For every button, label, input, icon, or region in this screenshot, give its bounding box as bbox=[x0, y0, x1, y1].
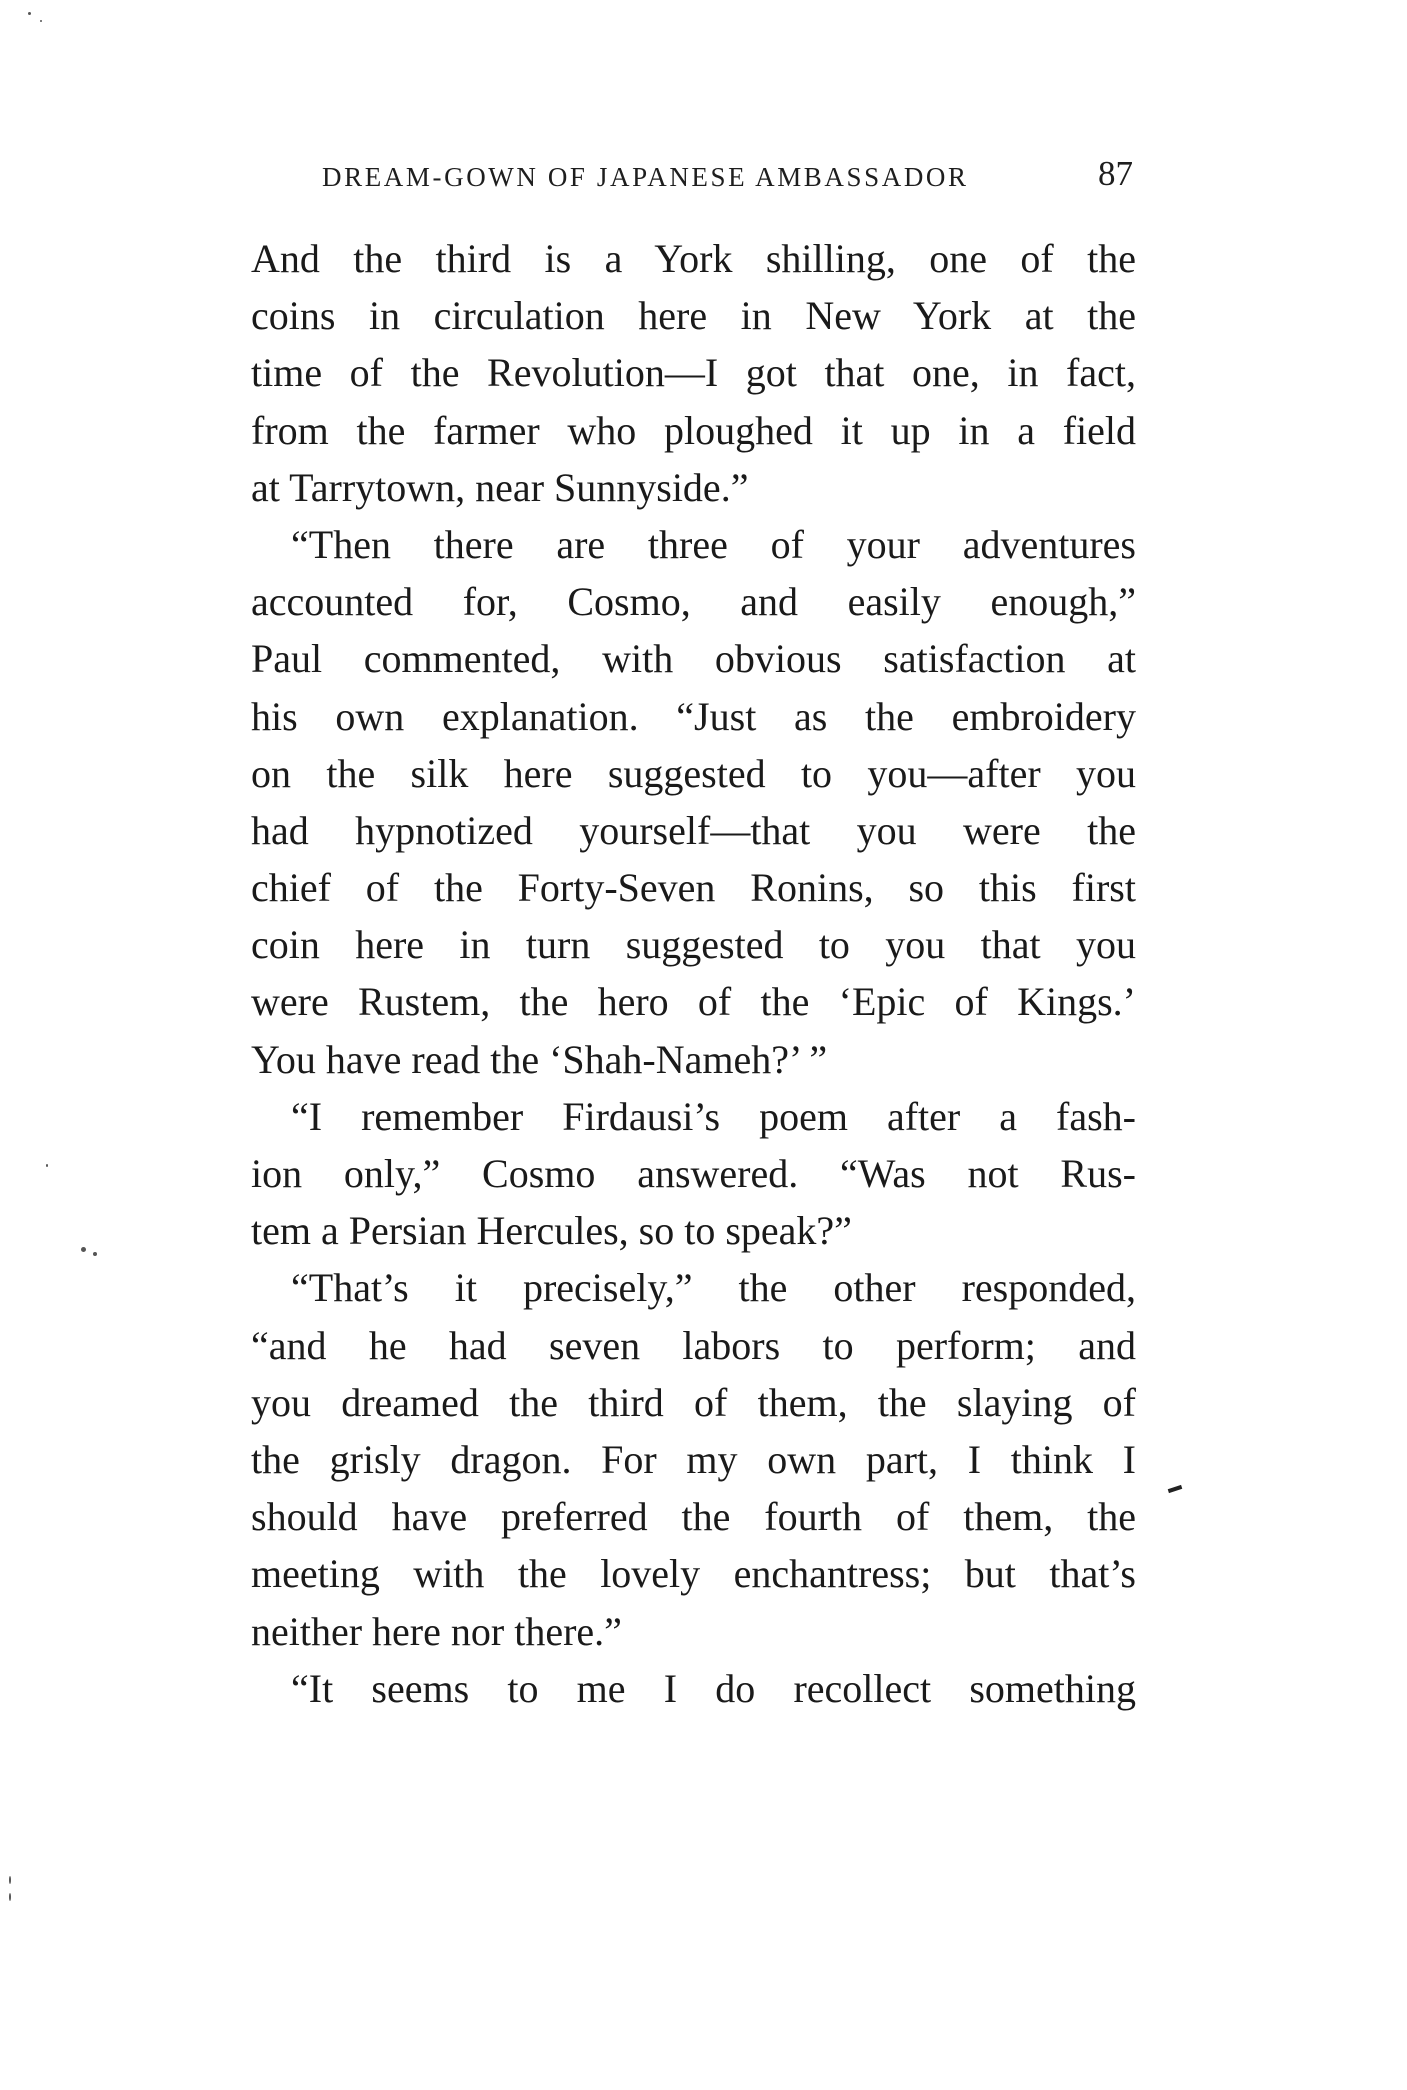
text-line: had hypnotized yourself—that you were the bbox=[251, 807, 1136, 853]
text-line: accounted for, Cosmo, and easily enough,” bbox=[251, 579, 1136, 625]
scan-speck bbox=[93, 1252, 97, 1256]
scan-mark bbox=[1168, 1485, 1183, 1493]
body-text bbox=[251, 230, 1136, 1717]
scan-speck bbox=[9, 1876, 11, 1884]
scan-speck bbox=[28, 12, 31, 15]
paragraph-start-line: “That’s it precisely,” the other responded, bbox=[291, 1265, 1136, 1311]
text-line: coins in circulation here in New York at the bbox=[251, 293, 1136, 339]
text-line: the grisly dragon. For my own part, I think I bbox=[251, 1436, 1136, 1482]
text-line: tem a Persian Hercules, so to speak?” bbox=[251, 1208, 852, 1254]
scan-speck bbox=[9, 1893, 11, 1901]
text-line: his own explanation. “Just as the embroidery bbox=[251, 693, 1136, 739]
text-line: You have read the ‘Shah-Nameh?’ ” bbox=[251, 1036, 828, 1082]
text-line: And the third is a York shilling, one of the bbox=[251, 236, 1136, 281]
text-line: time of the Revolution—I got that one, in fact, bbox=[251, 350, 1136, 396]
text-line: neither here nor there.” bbox=[251, 1608, 622, 1654]
text-line: at Tarrytown, near Sunnyside.” bbox=[251, 464, 749, 510]
text-line: ion only,” Cosmo answered. “Was not Rus- bbox=[251, 1151, 1136, 1196]
scan-speck bbox=[40, 20, 42, 22]
paragraph-start-line: “It seems to me I do recollect something bbox=[291, 1665, 1136, 1711]
text-line: from the farmer who ploughed it up in a field bbox=[251, 407, 1136, 453]
running-title: DREAM-GOWN OF JAPANESE AMBASSADOR bbox=[322, 162, 969, 192]
scan-speck bbox=[46, 1164, 48, 1167]
text-line: were Rustem, the hero of the ‘Epic of Kings.’ bbox=[251, 979, 1136, 1025]
text-line: Paul commented, with obvious satisfaction at bbox=[251, 636, 1136, 682]
text-line: chief of the Forty-Seven Ronins, so this first bbox=[251, 865, 1136, 911]
text-line: meeting with the lovely enchantress; but that’s bbox=[251, 1551, 1136, 1597]
text-line: you dreamed the third of them, the slaying of bbox=[251, 1379, 1136, 1425]
text-line: on the silk here suggested to you—after you bbox=[251, 750, 1136, 796]
paragraph-start-line: “Then there are three of your adventures bbox=[291, 521, 1136, 567]
scan-speck bbox=[81, 1247, 86, 1252]
page-number: 87 bbox=[1098, 154, 1133, 193]
text-line: coin here in turn suggested to you that you bbox=[251, 922, 1136, 968]
text-line: should have preferred the fourth of them, the bbox=[251, 1494, 1136, 1540]
page-header bbox=[0, 150, 1407, 200]
paragraph-start-line: “I remember Firdausi’s poem after a fash- bbox=[291, 1093, 1136, 1139]
text-line: “and he had seven labors to perform; and bbox=[251, 1322, 1136, 1368]
